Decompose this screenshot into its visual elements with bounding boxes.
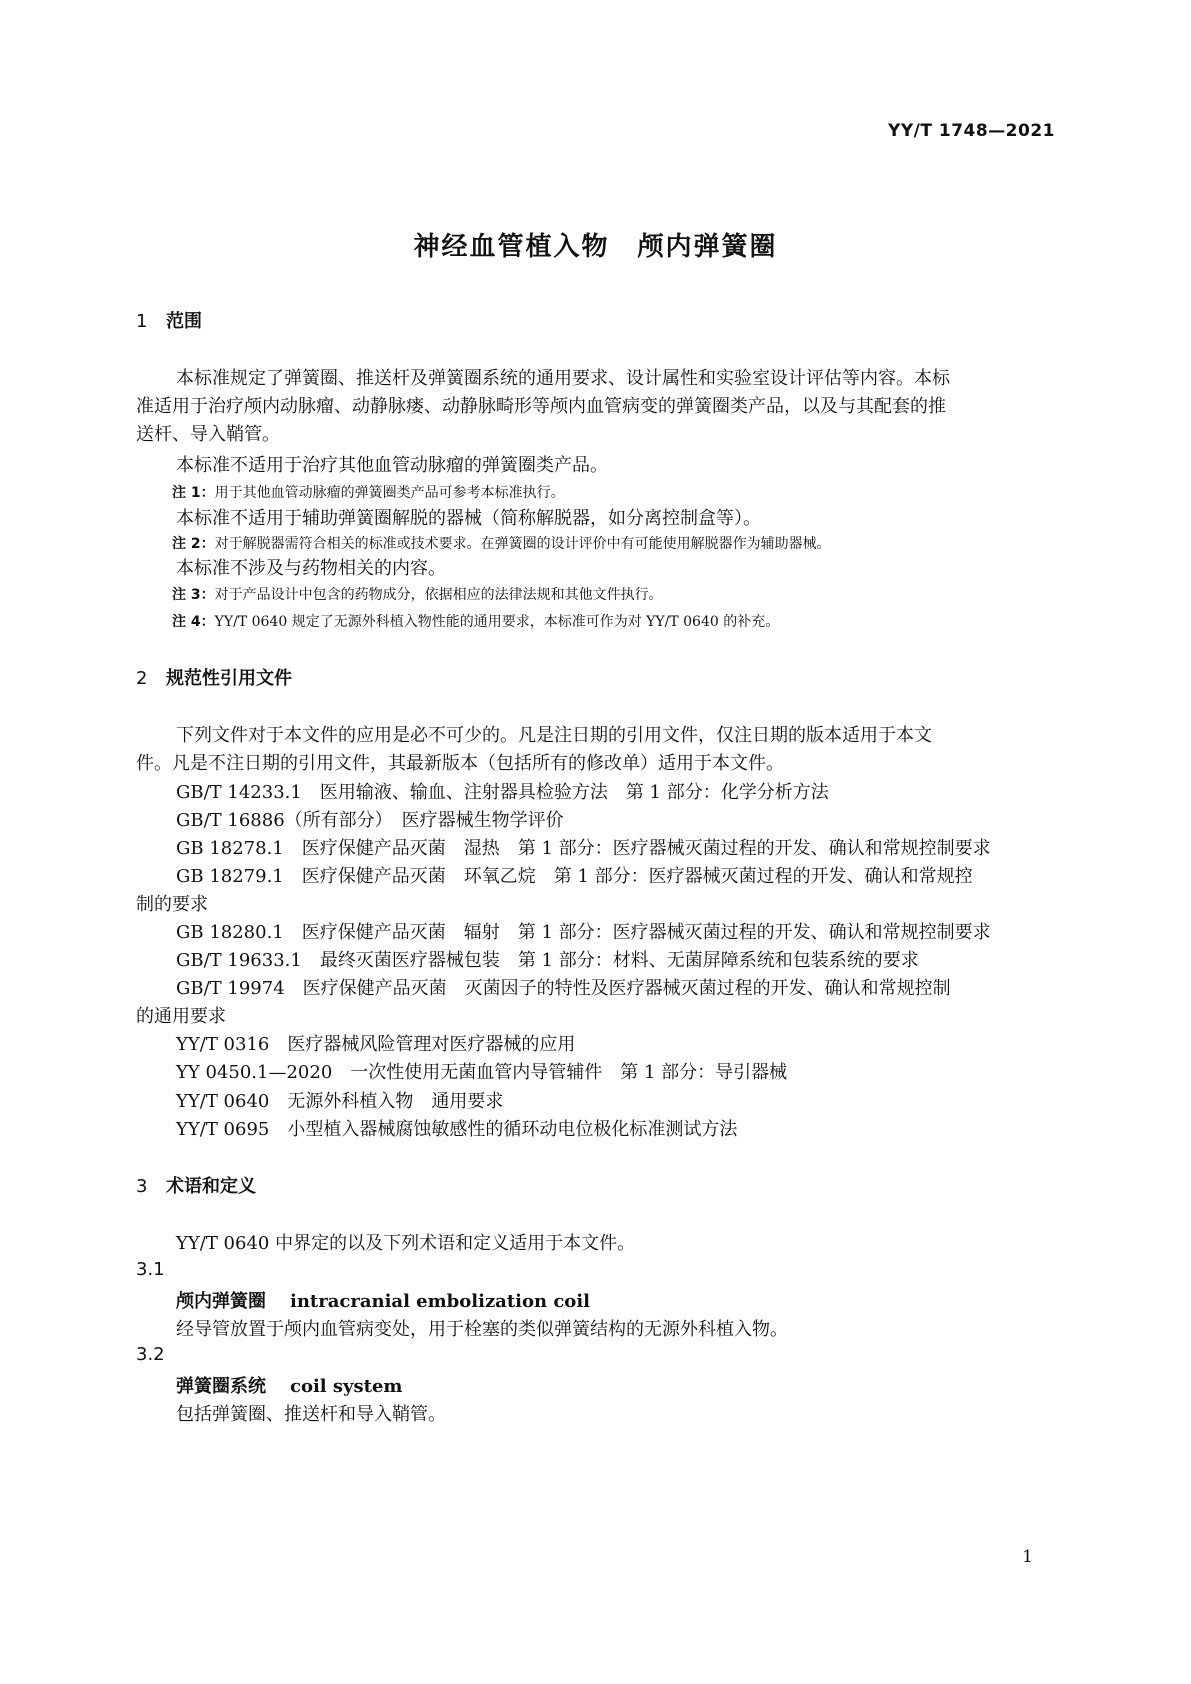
ref-item: GB/T 16886（所有部分） 医疗器械生物学评价 [176, 810, 564, 831]
note-label: 注 2： [172, 536, 215, 552]
s1-para1-line3: 送杆、导入鞘管。 [136, 424, 280, 445]
section-title: 规范性引用文件 [166, 668, 292, 689]
note-4 [172, 611, 779, 631]
ref-item: YY/T 0316 医疗器械风险管理对医疗器械的应用 [176, 1034, 576, 1055]
note-text: YY/T 0640 规定了无源外科植入物性能的通用要求，本标准可作为对 YY/T 0640 的补充。 [214, 614, 780, 630]
ref-item: YY 0450.1—2020 一次性使用无菌血管内导管辅件 第 1 部分：导引器械 [176, 1062, 788, 1083]
note-label: 注 3： [172, 587, 215, 603]
ref-item: YY/T 0695 小型植入器械腐蚀敏感性的循环动电位极化标准测试方法 [176, 1119, 738, 1140]
term-2 [176, 1372, 402, 1398]
section-title: 范围 [166, 311, 202, 332]
s1-para3: 本标准不适用于辅助弹簧圈解脱的器械（简称解脱器，如分离控制盒等）。 [176, 508, 761, 529]
term-chinese: 弹簧圈系统 [176, 1376, 266, 1397]
term-1-definition: 经导管放置于颅内血管病变处，用于栓塞的类似弹簧结构的无源外科植入物。 [176, 1319, 788, 1340]
s1-para2: 本标准不适用于治疗其他血管动脉瘤的弹簧圈类产品。 [176, 455, 608, 476]
section-number: 2 [136, 668, 148, 689]
ref-item: GB 18278.1 医疗保健产品灭菌 湿热 第 1 部分：医疗器械灭菌过程的开发、确认和常规控制要求 [176, 838, 991, 859]
ref-item: GB/T 19974 医疗保健产品灭菌 灭菌因子的特性及医疗器械灭菌过程的开发、确认和常规控制 [176, 978, 951, 999]
term-number: 3.1 [136, 1259, 165, 1280]
term-chinese: 颅内弹簧圈 [176, 1291, 266, 1312]
term-2-definition: 包括弹簧圈、推送杆和导入鞘管。 [176, 1404, 446, 1425]
note-3 [172, 584, 663, 604]
ref-item: YY/T 0640 无源外科植入物 通用要求 [176, 1091, 504, 1112]
s1-para1-line2: 准适用于治疗颅内动脉瘤、动静脉瘘、动静脉畸形等颅内血管病变的弹簧圈类产品，以及与其配套的推 [136, 396, 946, 417]
ref-item: GB/T 14233.1 医用输液、输血、注射器具检验方法 第 1 部分：化学分析方法 [176, 782, 829, 803]
ref-item-continued: 的通用要求 [136, 1006, 226, 1027]
note-2 [172, 533, 831, 553]
standard-number: YY/T 1748—2021 [888, 121, 1055, 141]
section-number: 3 [136, 1176, 148, 1197]
note-label: 注 1： [172, 485, 215, 501]
ref-item: GB 18280.1 医疗保健产品灭菌 辐射 第 1 部分：医疗器械灭菌过程的开发、确认和常规控制要求 [176, 922, 991, 943]
s3-intro: YY/T 0640 中界定的以及下列术语和定义适用于本文件。 [176, 1233, 636, 1254]
document-title: 神经血管植入物 颅内弹簧圈 [413, 232, 778, 262]
ref-item: GB/T 19633.1 最终灭菌医疗器械包装 第 1 部分：材料、无菌屏障系统和包装系统的要求 [176, 950, 919, 971]
note-text: 对于产品设计中包含的药物成分，依据相应的法律法规和其他文件执行。 [214, 587, 663, 603]
term-english: coil system [290, 1376, 403, 1397]
term-english: intracranial embolization coil [290, 1291, 590, 1312]
s2-intro-line1: 下列文件对于本文件的应用是必不可少的。凡是注日期的引用文件，仅注日期的版本适用于本文 [176, 725, 932, 746]
ref-item-continued: 制的要求 [136, 894, 208, 915]
note-1 [172, 482, 565, 502]
s1-para4: 本标准不涉及与药物相关的内容。 [176, 558, 446, 579]
section-title: 术语和定义 [166, 1176, 256, 1197]
ref-item: GB 18279.1 医疗保健产品灭菌 环氧乙烷 第 1 部分：医疗器械灭菌过程的开发、确认和常规控 [176, 866, 973, 887]
s2-intro-line2: 件。凡是不注日期的引用文件，其最新版本（包括所有的修改单）适用于本文件。 [136, 753, 784, 774]
section-3-heading [136, 1172, 256, 1198]
note-label: 注 4： [172, 614, 215, 630]
section-1-heading [136, 307, 202, 333]
s1-para1-line1: 本标准规定了弹簧圈、推送杆及弹簧圈系统的通用要求、设计属性和实验室设计评估等内容。本标 [176, 368, 950, 389]
section-number: 1 [136, 311, 148, 332]
section-2-heading [136, 664, 292, 690]
term-1 [176, 1287, 590, 1313]
term-number: 3.2 [136, 1344, 165, 1365]
page-number: 1 [1022, 1547, 1033, 1567]
note-text: 用于其他血管动脉瘤的弹簧圈类产品可参考本标准执行。 [214, 485, 565, 501]
note-text: 对于解脱器需符合相关的标准或技术要求。在弹簧圈的设计评价中有可能使用解脱器作为辅助器械。 [214, 536, 831, 552]
